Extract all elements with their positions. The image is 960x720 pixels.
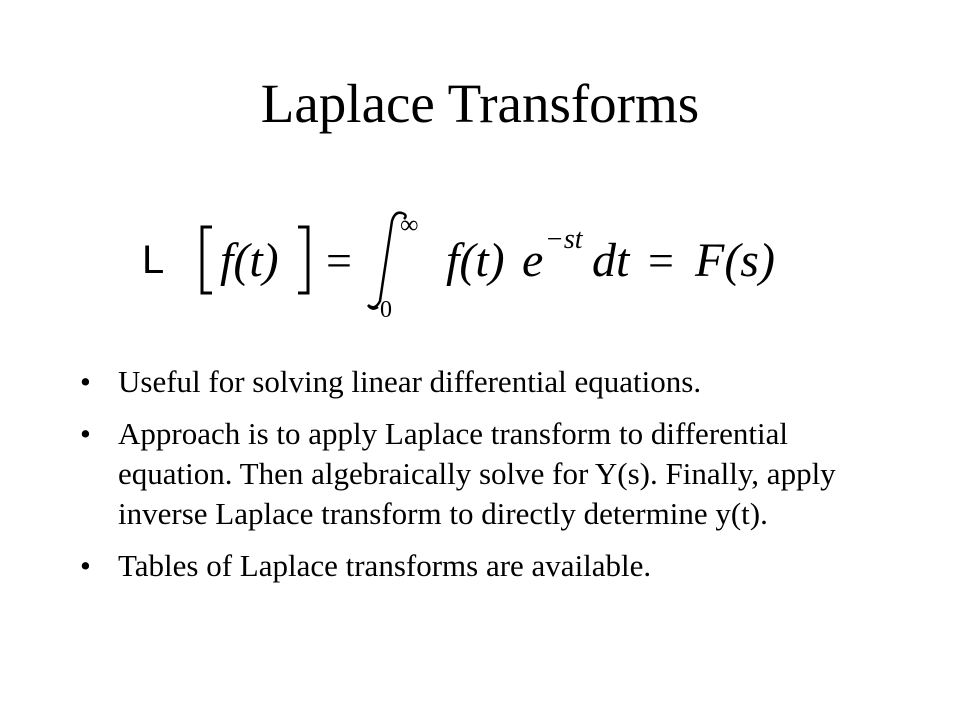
bullet-item [80,546,880,586]
bullet-marker: • [80,416,91,451]
differential: dt [592,234,630,287]
slide-title: Laplace Transforms [260,73,700,134]
bullet-marker: • [80,548,91,583]
right-bracket [298,227,308,293]
exp-base: e [522,234,544,287]
exp-power: −st [545,224,583,255]
bullet-list [80,362,880,598]
bullet-item [80,414,880,534]
bullet-text: Useful for solving linear differential equations. [118,364,702,399]
left-bracket [202,227,212,293]
lower-limit: 0 [380,297,392,323]
laplace-operator: L [142,238,165,282]
integrand-function: f(t) [446,234,505,287]
bullet-text: Tables of Laplace transforms are available. [118,548,652,583]
equals-sign-1: = [326,235,352,286]
upper-limit: ∞ [400,210,419,239]
bullet-item [80,362,880,402]
result-function: F(s) [695,234,775,287]
equals-sign-2: = [648,235,674,286]
bullet-text: Approach is to apply Laplace transform to differential equation. Then algebraically solve for Y(s). Finally, apply inverse Laplace transform to directly determine y(t). [118,416,836,531]
lhs-function: f(t) [220,234,279,287]
laplace-formula [130,205,830,325]
bullet-marker: • [80,364,91,399]
